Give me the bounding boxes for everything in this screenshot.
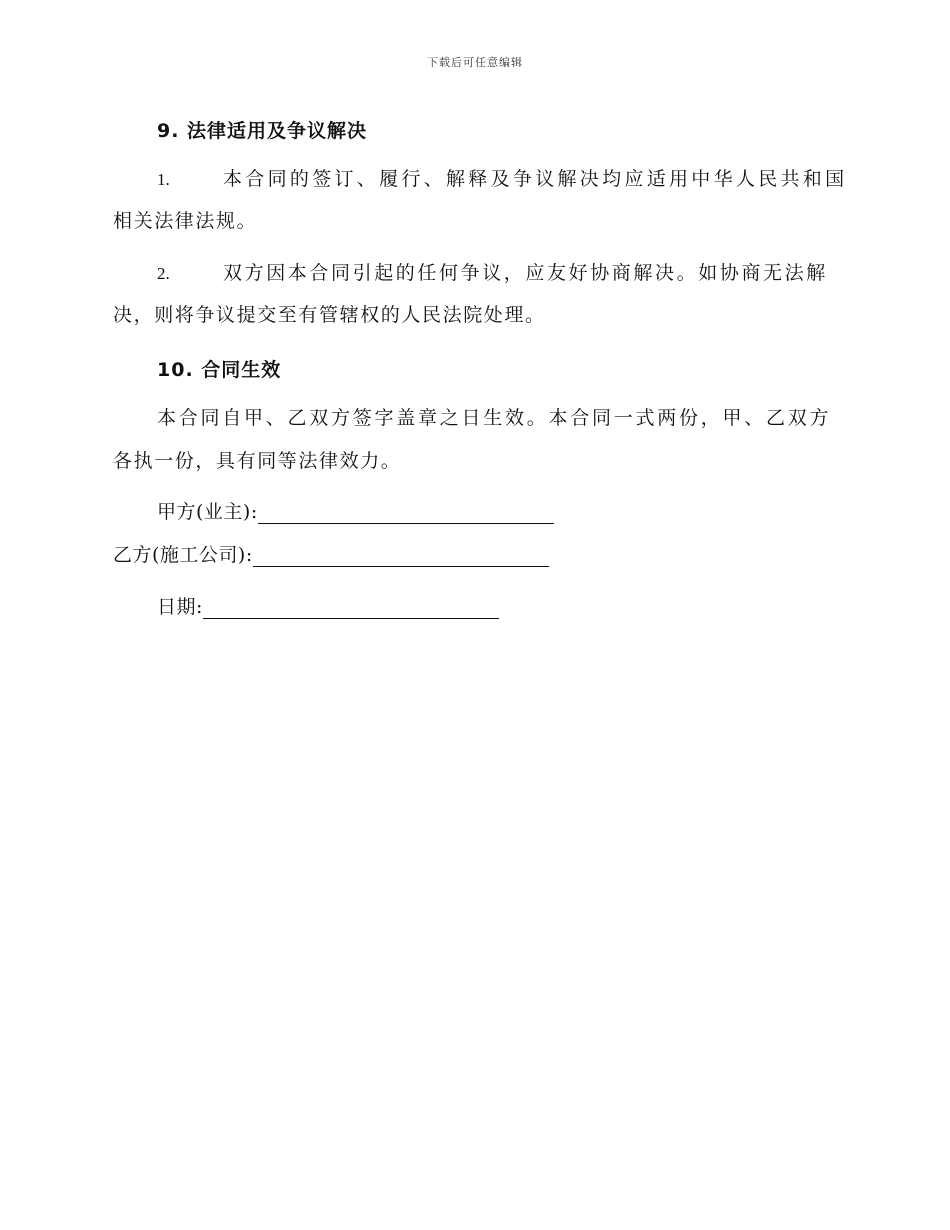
clause-1-text-line-1: 本合同的签订、履行、解释及争议解决均应适用中华人民共和国 — [223, 168, 848, 190]
page-header-note: 下载后可任意编辑 — [427, 56, 523, 69]
clause-1-number: 1. — [157, 170, 170, 189]
party-b-signature-row — [113, 543, 549, 567]
date-blank[interactable] — [203, 598, 499, 619]
party-a-label: 甲方(业主): — [157, 501, 258, 523]
clause-2-text-line-2: 决，则将争议提交至有管辖权的人民法院处理。 — [113, 304, 546, 326]
date-label: 日期: — [157, 596, 203, 618]
party-b-label: 乙方(施工公司): — [113, 544, 253, 566]
party-b-signature-blank[interactable] — [253, 546, 549, 567]
effectiveness-paragraph-line-1: 本合同自甲、乙双方签字盖章之日生效。本合同一式两份，甲、乙双方 — [157, 407, 832, 429]
clause-2-text-line-1: 双方因本合同引起的任何争议，应友好协商解决。如协商无法解 — [223, 262, 828, 284]
effectiveness-paragraph-line-2: 各执一份，具有同等法律效力。 — [113, 450, 402, 472]
clause-1-text-line-2: 相关法律法规。 — [113, 210, 258, 232]
date-signature-row — [157, 595, 499, 619]
section-9-heading: 9. 法律适用及争议解决 — [157, 120, 368, 142]
party-a-signature-blank[interactable] — [258, 503, 554, 524]
party-a-signature-row — [157, 500, 554, 524]
section-10-heading: 10. 合同生效 — [157, 359, 282, 381]
clause-2-number: 2. — [157, 264, 170, 283]
